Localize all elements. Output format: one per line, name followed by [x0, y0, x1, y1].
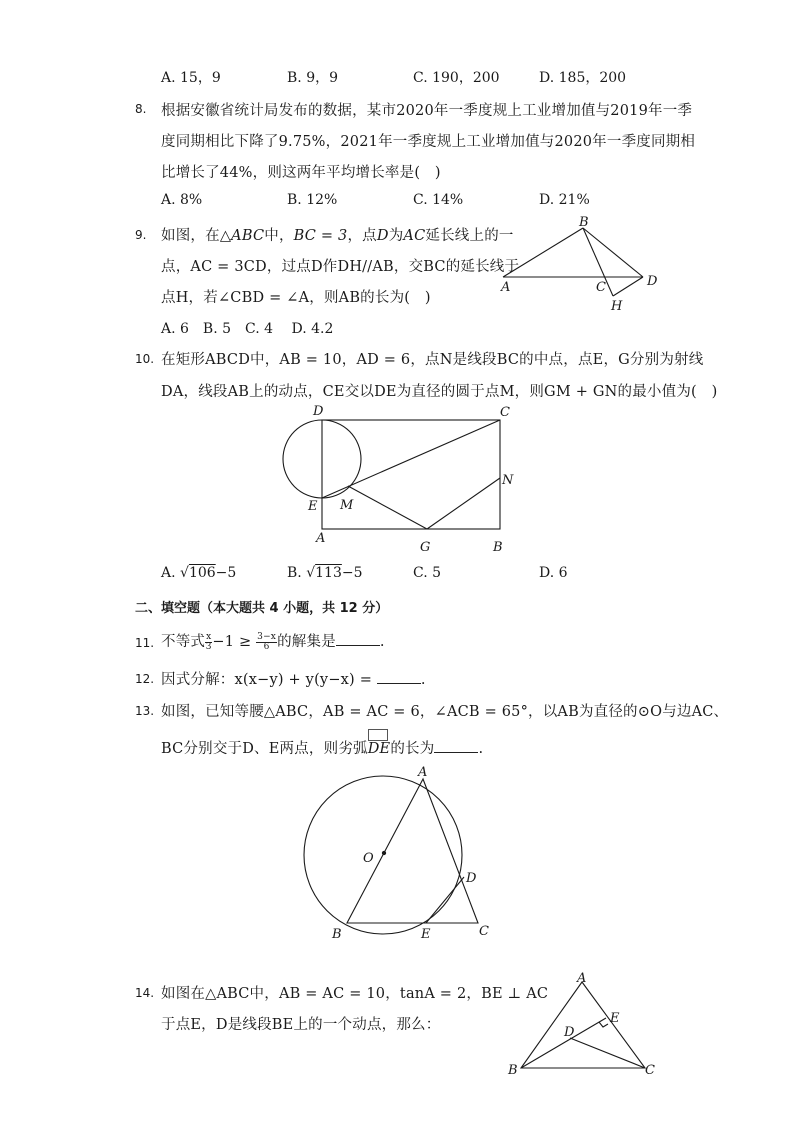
q13-arc-de — [368, 741, 391, 757]
q8-number: 8. — [135, 102, 147, 116]
q8-option-a: A. 8% — [161, 192, 203, 208]
q10-line-2: DA，线段AB上的动点，CE交以DE为直径的圆于点M，则GM + GN的最小值为( ) — [161, 384, 718, 400]
q10-option-c: C. 5 — [413, 565, 442, 581]
q9-text: 中， — [264, 228, 294, 244]
q9-label-c: C — [596, 280, 606, 295]
q11-suffix: 的解集是 — [277, 634, 336, 650]
q12-text: 因式分解：x(x−y) + y(y−x) = — [161, 672, 373, 688]
q10-label-d: D — [313, 404, 324, 419]
q13-text: 的长为 — [390, 741, 435, 757]
q13-label-o: O — [363, 851, 374, 866]
q13-figure — [298, 762, 498, 948]
q13-end: . — [478, 741, 484, 757]
q9-line-2: 点，AC = 3CD，过点D作DH//AB，交BC的延长线于 — [161, 259, 520, 275]
q9-line-dh — [613, 277, 643, 296]
q14-label-b: B — [508, 1063, 518, 1078]
q13-label-b: B — [332, 927, 342, 942]
q7-option-b: B. 9，9 — [287, 70, 339, 86]
q13-label-c: C — [479, 924, 489, 939]
q9-d: D — [376, 228, 389, 244]
q12-end: . — [420, 672, 426, 688]
q11-frac-2-top: 3−x — [257, 631, 277, 642]
q11-answer-blank[interactable] — [336, 633, 380, 646]
q10-number: 10. — [135, 352, 155, 366]
q14-label-a: A — [577, 971, 587, 986]
q10-option-b: B. √113−5 — [287, 565, 363, 581]
q8-line-3: 比增长了44%，则这两年平均增长率是( ) — [161, 165, 441, 181]
q9-ac: AC — [403, 228, 426, 244]
q10-option-b-suffix: −5 — [341, 565, 363, 581]
q14-label-d: D — [564, 1025, 575, 1040]
q10-figure — [276, 400, 526, 560]
q13-line-ed — [426, 877, 464, 923]
q9-line-ab — [503, 228, 583, 277]
q7-option-a: A. 15，9 — [161, 70, 221, 86]
q9-text: 延长线上的一 — [425, 228, 514, 244]
q10-label-g: G — [420, 540, 431, 555]
q8-option-d: D. 21% — [539, 192, 590, 208]
q12-answer-blank[interactable] — [377, 671, 421, 684]
q10-label-a: A — [316, 531, 326, 546]
section-2-title: 二、填空题（本大题共 4 小题，共 12 分） — [135, 601, 389, 616]
q10-option-a-radicand: 106 — [188, 565, 216, 581]
q13-label-a: A — [418, 765, 428, 780]
q9-label-a: A — [501, 280, 511, 295]
q10-line-mg — [348, 486, 427, 529]
q12-line — [161, 668, 426, 689]
q10-line-gn — [427, 478, 500, 529]
q8-option-c: C. 14% — [413, 192, 464, 208]
q13-line-2 — [161, 737, 483, 758]
q14-right-angle-mark — [599, 1022, 608, 1027]
q14-triangle — [521, 982, 645, 1068]
q9-bc: BC = 3 — [293, 228, 348, 244]
q10-label-m: M — [340, 498, 354, 513]
q12-number: 12. — [135, 672, 155, 686]
q13-text: BC分别交于D、E两点，则劣弧 — [161, 741, 368, 757]
q14-line-1: 如图在△ABC中，AB = AC = 10，tanA = 2，BE ⊥ AC — [161, 986, 549, 1002]
q11-number: 11. — [135, 636, 155, 650]
q9-label-d: D — [647, 274, 658, 289]
q11-frac-2-bottom: 6 — [263, 641, 270, 652]
q8-line-2: 度同期相比下降了9.75%，2021年一季度规上工业增加值与2020年一季度同期相 — [161, 134, 696, 150]
q13-center-dot — [382, 851, 385, 854]
q9-text: ，点 — [347, 228, 377, 244]
q14-label-e: E — [610, 1011, 620, 1026]
q9-triangle: △ABC — [219, 228, 265, 244]
q9-line-bd — [583, 228, 643, 277]
q14-number: 14. — [135, 986, 155, 1000]
q7-option-c: C. 190，200 — [413, 70, 500, 86]
q9-text: 为 — [388, 228, 404, 244]
q10-option-a-prefix: A. — [161, 565, 176, 581]
q10-label-n: N — [502, 473, 514, 488]
q11-middle: −1 ≥ — [212, 634, 252, 650]
q11-prefix: 不等式 — [161, 634, 206, 650]
q13-number: 13. — [135, 704, 155, 718]
q13-line-1: 如图，已知等腰△ABC，AB = AC = 6，∠ACB = 65°，以AB为直径的⊙O与边AC、 — [161, 704, 729, 720]
q11-frac-1-top: x — [206, 631, 212, 642]
q14-line-2: 于点E，D是线段BE上的一个动点，那么： — [161, 1017, 441, 1033]
q11-end: . — [379, 634, 385, 650]
q8-line-1: 根据安徽省统计局发布的数据，某市2020年一季度规上工业增加值与2019年一季 — [161, 103, 693, 119]
q14-figure — [500, 970, 670, 1082]
q10-label-b: B — [493, 540, 503, 555]
q10-label-c: C — [500, 405, 510, 420]
q10-line-1: 在矩形ABCD中，AB = 10，AD = 6，点N是线段BC的中点，点E，G分别为射线 — [161, 352, 704, 368]
q9-line-1 — [161, 224, 514, 245]
q9-text: 如图，在 — [161, 228, 220, 244]
q13-arc-symbol — [368, 729, 388, 741]
q10-option-a-suffix: −5 — [215, 565, 237, 581]
q9-options: A. 6 B. 5 C. 4 D. 4.2 — [161, 321, 334, 337]
q13-label-e: E — [421, 927, 431, 942]
q10-option-d: D. 6 — [539, 565, 568, 581]
q10-label-e: E — [308, 499, 318, 514]
q9-line-3: 点H，若∠CBD = ∠A，则AB的长为( ) — [161, 290, 431, 306]
q8-option-b: B. 12% — [287, 192, 338, 208]
q11-frac-1-bottom: 3 — [205, 641, 212, 652]
q9-label-h: H — [611, 299, 623, 314]
q10-option-b-radicand: 113 — [315, 565, 342, 581]
q7-option-d: D. 185，200 — [539, 70, 627, 86]
q10-option-b-prefix: B. — [287, 565, 302, 581]
q9-number: 9. — [135, 228, 147, 242]
q13-answer-blank[interactable] — [434, 740, 478, 753]
q14-label-c: C — [645, 1063, 655, 1078]
q9-label-b: B — [579, 215, 589, 230]
q13-arc-label: DE — [367, 741, 391, 757]
q13-label-d: D — [466, 871, 477, 886]
q11-frac-2 — [256, 633, 277, 652]
q10-option-a: A. √106−5 — [161, 565, 237, 581]
q9-figure — [495, 214, 670, 314]
q11-line — [161, 630, 385, 652]
